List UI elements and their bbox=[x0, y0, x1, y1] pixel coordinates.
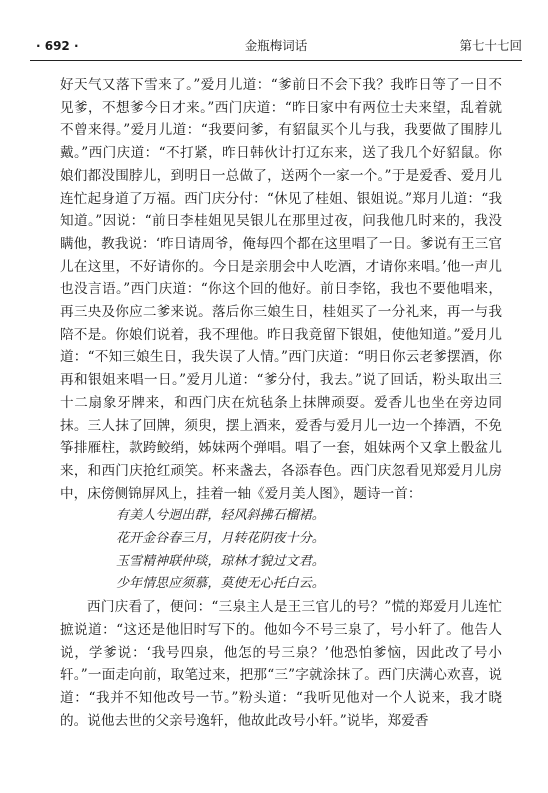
paragraph: 西门庆看了，便问：“三泉主人是王三官儿的号？”慌的郑爱月儿连忙摭说道：“这还是他旧时写下的。他如今不号三泉了，号小轩了。他告人说，学爹说：‘我号四泉，他怎的号三泉？’他恐怕爹恼，因此改了号小轩。”一面走向前，取笔过来，把那“三”字就涂抹了。西门庆满心欢喜，说道：“我并不知他改号一节。”粉头道：“我听见他对一个人说来，我才晓的。说他去世的父亲号逸轩，他故此改号小轩。”说毕，郑爱香 bbox=[60, 599, 502, 729]
book-title: 金瓶梅词话 bbox=[244, 38, 308, 53]
poem-line: 少年情思应须慕，莫使无心托白云。 bbox=[116, 576, 325, 592]
paragraph: 好天气又落下雪来了。”爱月儿道：“爹前日不会下我？我昨日等了一日不见爹，不想爹今日才来。”西门庆道：“昨日家中有两位士夫来望，乱着就不曾来得。”爱月儿道：“我要问爹，有貂鼠买个儿与我，我要做了围脖儿戴。”西门庆道：“不打紧，昨日韩伙计打辽东来，送了我几个好貂鼠。你娘们都没围脖儿，到明日一总做了，送两个一家一个。”于是爱香、爱月儿连忙起身道了万福。西门庆分付：“休见了桂姐、银姐说。”郑月儿道：“我知道。”因说：“前日李桂姐见吴银儿在那里过夜，问我他几时来的，我没瞒他，教我说：‘昨日请周爷，俺每四个都在这里唱了一日。爹说有王三官儿在这里，不好请你的。今日是亲朋会中人吃酒，才请你来唱。’他一声儿也没言语。”西门庆道：“你这个回的他好。前日李铭，我也不要他唱来，再三央及你应二爹来说。落后你三娘生日，桂姐买了一分礼来，再一与我陪不是。你娘们说着，我不理他。昨日我竟留下银姐，使他知道。”爱月儿道：“不知三娘生日，我失误了人情。”西门庆道：“明日你云老爹摆酒，你再和银姐来唱一日。”爱月儿道：“爹分付，我去。”说了回话，粉头取出三十二扇象牙牌来，和西门庆在炕毡条上抹牌顽耍。爱香儿也坐在旁边同抹。三人抹了回牌，须臾，摆上酒来，爱香与爱月儿一边一个捧酒，不免筝排雁柱，款跨鲛绡，姊妹两个弹唱。唱了一套，姐妹两个又拿上骰盆儿来，和西门庆抢红顽笑。杯来盏去，各添春色。西门庆忽看见郑爱月儿房中，床傍侧锦屏风上，挂着一轴《爱月美人图》，题诗一首： bbox=[60, 77, 502, 502]
poem-line: 有美人兮迥出群，轻风斜拂石榴裙。 bbox=[116, 508, 325, 524]
poem-line: 花开金谷春三月，月转花阴夜十分。 bbox=[116, 531, 325, 547]
main-text bbox=[60, 74, 502, 732]
poem-line: 玉雪精神联仲琰，琼林才貌过文君。 bbox=[116, 553, 325, 569]
poem bbox=[60, 505, 502, 596]
chapter-title: 第七十七回 bbox=[459, 38, 522, 53]
page-header bbox=[30, 36, 522, 56]
header-rule bbox=[30, 60, 522, 61]
page-number: · 692 · bbox=[36, 39, 79, 53]
